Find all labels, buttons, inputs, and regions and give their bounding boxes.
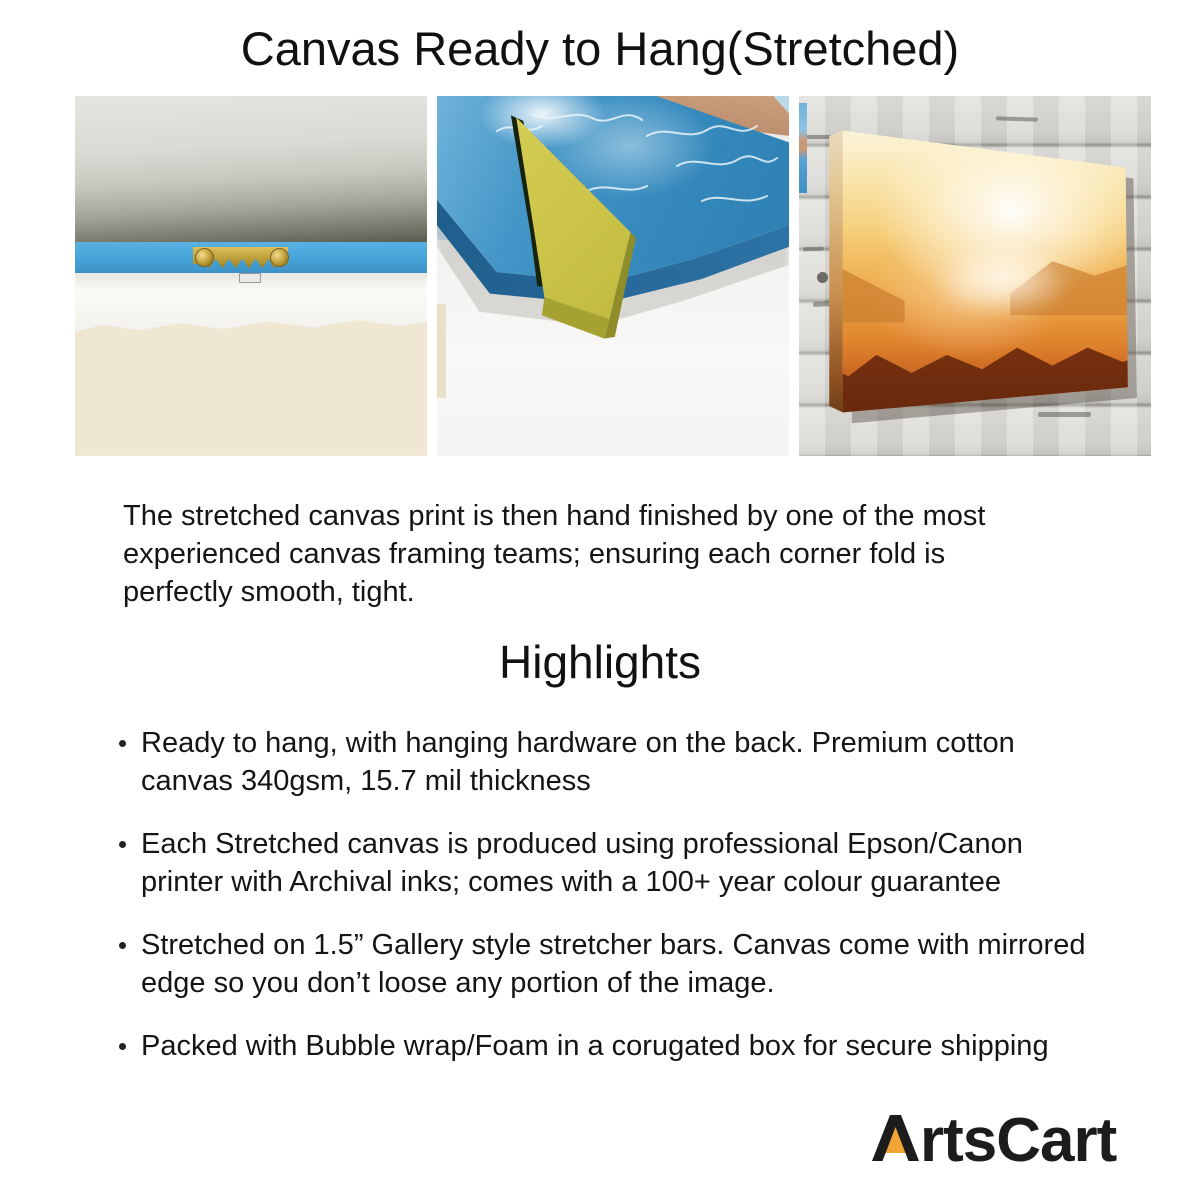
wood-mark	[1038, 412, 1091, 417]
highlight-text: Packed with Bubble wrap/Foam in a corugated box for secure shipping	[141, 1029, 1049, 1062]
highlight-text: Each Stretched canvas is produced using professional Epson/Canon printer with Archival inks; comes with a 100+ year colour guarantee	[141, 827, 1023, 898]
highlight-item	[118, 1027, 1096, 1065]
artscart-logo	[864, 1095, 1164, 1175]
highlight-item	[118, 724, 1096, 800]
bullet-icon	[119, 740, 126, 747]
product-photo-gallery	[75, 96, 1151, 456]
wood-knot	[817, 272, 828, 283]
photo-canvas-back	[75, 96, 427, 456]
wall-background	[75, 96, 427, 244]
highlights-list	[118, 724, 1108, 1065]
background-canvas-edge	[437, 304, 446, 398]
background-canvas-edge	[799, 103, 807, 193]
staple-clip	[239, 273, 261, 283]
wood-mark	[802, 246, 823, 251]
bullet-icon	[119, 841, 126, 848]
photo-canvas-corner-fold	[437, 96, 789, 456]
bullet-icon	[119, 1043, 126, 1050]
photo-canvas-on-wall	[799, 96, 1151, 456]
raw-canvas-cream	[75, 312, 427, 456]
page-title: Canvas Ready to Hang(Stretched)	[240, 22, 960, 75]
highlight-text: Ready to hang, with hanging hardware on the back. Premium cotton canvas 340gsm, 15.7 mil thickness	[141, 726, 1015, 797]
highlights-heading: Highlights	[499, 635, 701, 688]
bullet-icon	[119, 942, 126, 949]
mist-cloud	[933, 240, 1074, 319]
highlight-item	[118, 825, 1096, 901]
description-paragraph: The stretched canvas print is then hand finished by one of the most experienced canvas framing teams; ensuring each corner fold is perfectly smooth, tight.	[123, 499, 986, 608]
highlight-text: Stretched on 1.5” Gallery style stretcher bars. Canvas come with mirrored edge so you don’t loose any portion of the image.	[141, 928, 1086, 999]
logo-text: rtsCart	[920, 1106, 1117, 1175]
highlight-item	[118, 926, 1096, 1002]
